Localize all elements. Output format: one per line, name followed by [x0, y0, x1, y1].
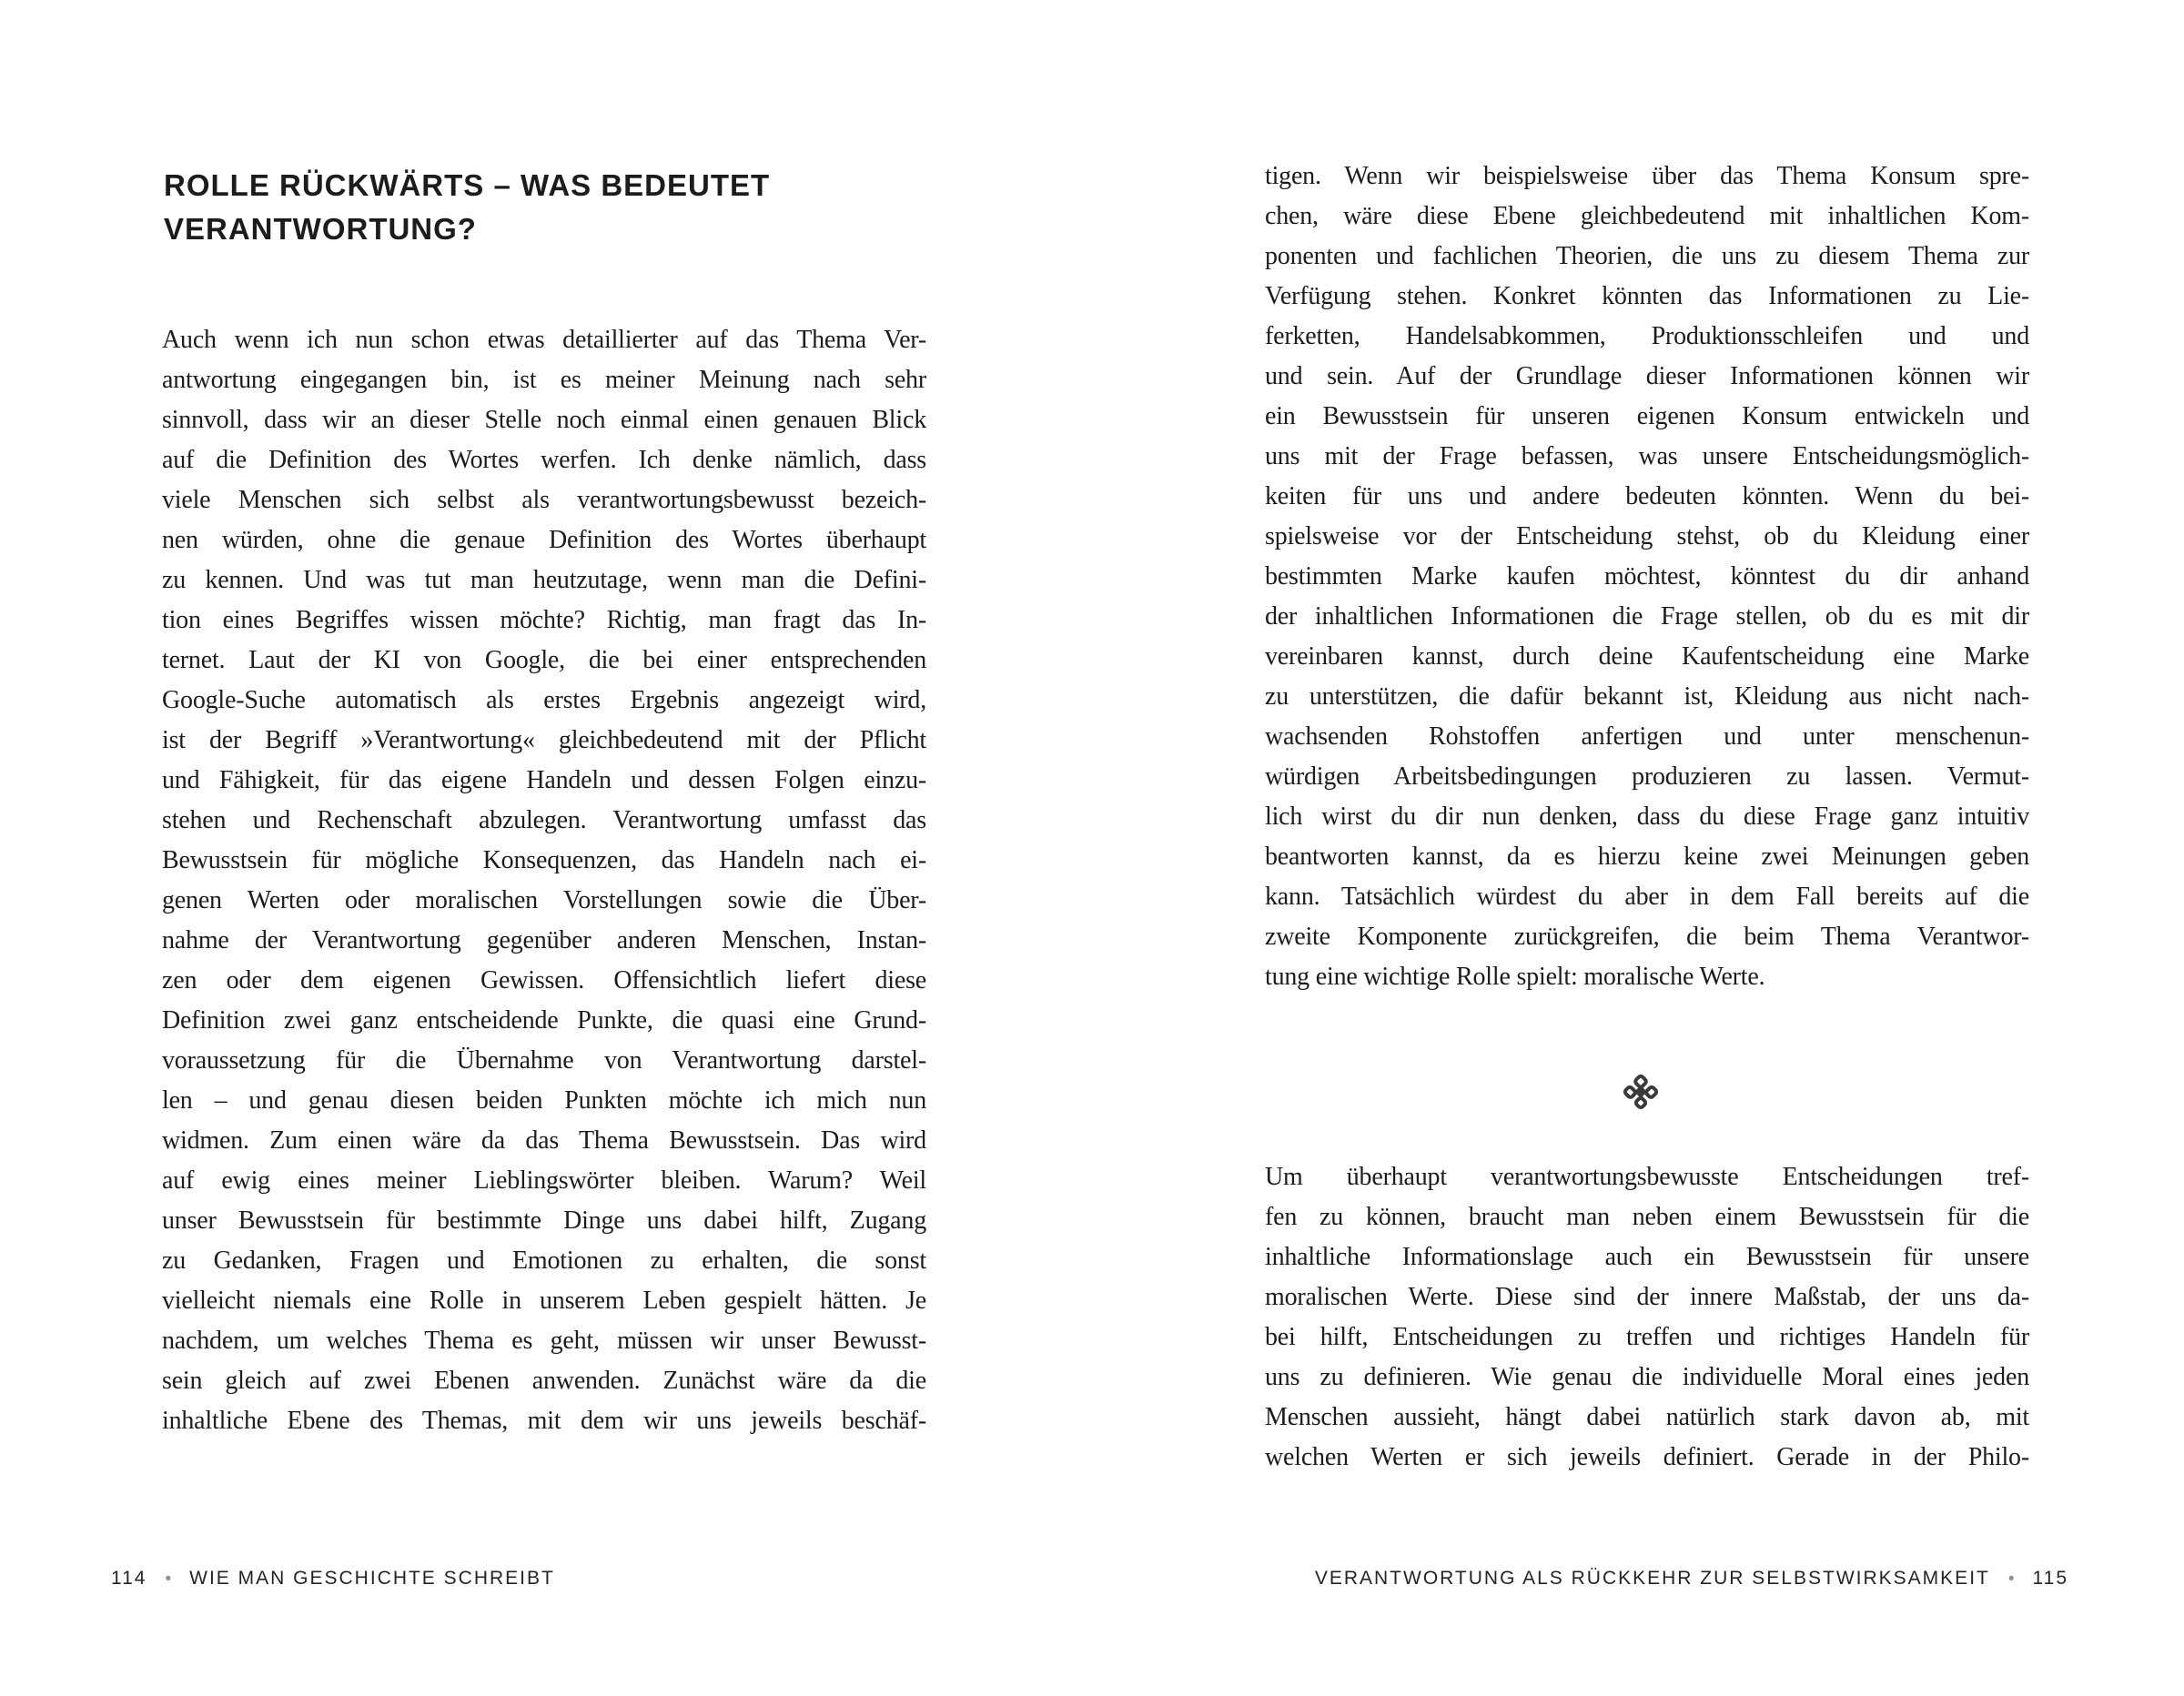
text-line: Definition zwei ganz entscheidende Punkte, die quasi eine Grund- [162, 1006, 926, 1035]
text-line: inhaltliche Informationslage auch ein Bewusstsein für unsere [1265, 1243, 2029, 1271]
text-line: fen zu können, braucht man neben einem Bewusstsein für die [1265, 1203, 2029, 1231]
text-line: Verfügung stehen. Konkret könnten das Informationen zu Lie- [1265, 282, 2029, 310]
text-line: len – und genau diesen beiden Punkten möchte ich mich nun [162, 1086, 926, 1115]
text-line: tung eine wichtige Rolle spielt: moralische Werte. [1265, 963, 1765, 991]
text-line: tigen. Wenn wir beispielsweise über das Thema Konsum spre- [1265, 162, 2029, 190]
running-title: WIE MAN GESCHICHTE SCHREIBT [189, 1568, 555, 1589]
left-page-footer [111, 1567, 555, 1591]
text-line: stehen und Rechenschaft abzulegen. Verantwortung umfasst das [162, 806, 926, 834]
right-body-paragraph-1 [1265, 156, 2029, 997]
running-title: VERANTWORTUNG ALS RÜCKKEHR ZUR SELBSTWIRKSAMKEIT [1314, 1568, 1990, 1589]
text-line: ist der Begriff »Verantwortung« gleichbedeutend mit der Pflicht [162, 726, 926, 754]
text-line: Um überhaupt verantwortungsbewusste Entscheidungen tref- [1265, 1163, 2029, 1191]
text-line: inhaltliche Ebene des Themas, mit dem wir uns jeweils beschäf- [162, 1407, 926, 1435]
text-line: zu unterstützen, die dafür bekannt ist, Kleidung aus nicht nach- [1265, 682, 2029, 711]
text-line: unser Bewusstsein für bestimmte Dinge uns dabei hilft, Zugang [162, 1206, 926, 1235]
text-line: vielleicht niemals eine Rolle in unserem Leben gespielt hätten. Je [162, 1287, 926, 1315]
text-line: ROLLE RÜCKWÄRTS – WAS BEDEUTET [164, 168, 771, 203]
text-line: auf die Definition des Wortes werfen. Ich denke nämlich, dass [162, 446, 926, 474]
text-line: zweite Komponente zurückgreifen, die beim Thema Verantwor- [1265, 923, 2029, 951]
text-line: moralischen Werte. Diese sind der innere Maßstab, der uns da- [1265, 1283, 2029, 1311]
text-line: zu Gedanken, Fragen und Emotionen zu erhalten, die sonst [162, 1247, 926, 1275]
text-line: tion eines Begriffes wissen möchte? Richtig, man fragt das In- [162, 606, 926, 634]
left-body-paragraph [162, 320, 926, 1441]
text-line: ferketten, Handelsabkommen, Produktionsschleifen und und [1265, 322, 2029, 350]
text-line: kann. Tatsächlich würdest du aber in dem Fall bereits auf die [1265, 883, 2029, 911]
text-line: widmen. Zum einen wäre da das Thema Bewusstsein. Das wird [162, 1126, 926, 1155]
text-line: nachdem, um welches Thema es geht, müssen wir unser Bewusst- [162, 1327, 926, 1355]
text-line: zu kennen. Und was tut man heutzutage, wenn man die Defini- [162, 566, 926, 594]
text-line: Auch wenn ich nun schon etwas detaillierter auf das Thema Ver- [162, 326, 926, 354]
text-line: spielsweise vor der Entscheidung stehst, ob du Kleidung einer [1265, 522, 2029, 550]
chapter-heading [164, 164, 983, 251]
text-line: uns mit der Frage befassen, was unsere Entscheidungsmöglich- [1265, 442, 2029, 470]
text-line: lich wirst du dir nun denken, dass du diese Frage ganz intuitiv [1265, 803, 2029, 831]
text-line: viele Menschen sich selbst als verantwortungsbewusst bezeich- [162, 486, 926, 514]
text-line: zen oder dem eigenen Gewissen. Offensichtlich liefert diese [162, 966, 926, 994]
text-line: VERANTWORTUNG? [164, 212, 477, 247]
right-page-footer [1315, 1567, 2068, 1591]
text-line: bestimmten Marke kaufen möchtest, könntest du dir anhand [1265, 562, 2029, 591]
four-diamonds-ornament-icon [1622, 1073, 1660, 1111]
text-line: auf ewig eines meiner Lieblingswörter bleiben. Warum? Weil [162, 1166, 926, 1195]
text-line: und Fähigkeit, für das eigene Handeln und dessen Folgen einzu- [162, 766, 926, 794]
right-body-paragraph-2 [1265, 1157, 2029, 1478]
text-line: ternet. Laut der KI von Google, die bei einer entsprechenden [162, 646, 926, 674]
text-line: bei hilft, Entscheidungen zu treffen und richtiges Handeln für [1265, 1323, 2029, 1351]
text-line: uns zu definieren. Wie genau die individuelle Moral eines jeden [1265, 1363, 2029, 1391]
page-number: 115 [2032, 1568, 2068, 1589]
text-line: der inhaltlichen Informationen die Frage stellen, ob du es mit dir [1265, 602, 2029, 631]
footer-bullet-icon: • [165, 1570, 172, 1589]
text-line: sinnvoll, dass wir an dieser Stelle noch einmal einen genauen Blick [162, 406, 926, 434]
text-line: wachsenden Rohstoffen anfertigen und unter menschenun- [1265, 722, 2029, 751]
text-line: nahme der Verantwortung gegenüber anderen Menschen, Instan- [162, 926, 926, 954]
text-line: welchen Werten er sich jeweils definiert. Gerade in der Philo- [1265, 1443, 2029, 1471]
text-line: chen, wäre diese Ebene gleichbedeutend mit inhaltlichen Kom- [1265, 202, 2029, 230]
text-line: würdigen Arbeitsbedingungen produzieren zu lassen. Vermut- [1265, 762, 2029, 791]
text-line: Google-Suche automatisch als erstes Ergebnis angezeigt wird, [162, 686, 926, 714]
text-line: vereinbaren kannst, durch deine Kaufentscheidung eine Marke [1265, 642, 2029, 671]
text-line: nen würden, ohne die genaue Definition des Wortes überhaupt [162, 526, 926, 554]
text-line: ein Bewusstsein für unseren eigenen Konsum entwickeln und [1265, 402, 2029, 430]
text-line: antwortung eingegangen bin, ist es meiner Meinung nach sehr [162, 366, 926, 394]
text-line: keiten für uns und andere bedeuten könnten. Wenn du bei- [1265, 482, 2029, 510]
text-line: ponenten und fachlichen Theorien, die uns zu diesem Thema zur [1265, 242, 2029, 270]
text-line: Menschen aussieht, hängt dabei natürlich stark davon ab, mit [1265, 1403, 2029, 1431]
text-line: voraussetzung für die Übernahme von Verantwortung darstel- [162, 1046, 926, 1075]
text-line: und sein. Auf der Grundlage dieser Informationen können wir [1265, 362, 2029, 390]
page-number: 114 [111, 1568, 147, 1589]
footer-bullet-icon: • [2007, 1570, 2015, 1589]
text-line: sein gleich auf zwei Ebenen anwenden. Zunächst wäre da die [162, 1367, 926, 1395]
text-line: Bewusstsein für mögliche Konsequenzen, das Handeln nach ei- [162, 846, 926, 874]
text-line: genen Werten oder moralischen Vorstellungen sowie die Über- [162, 886, 926, 914]
text-line: beantworten kannst, da es hierzu keine zwei Meinungen geben [1265, 843, 2029, 871]
